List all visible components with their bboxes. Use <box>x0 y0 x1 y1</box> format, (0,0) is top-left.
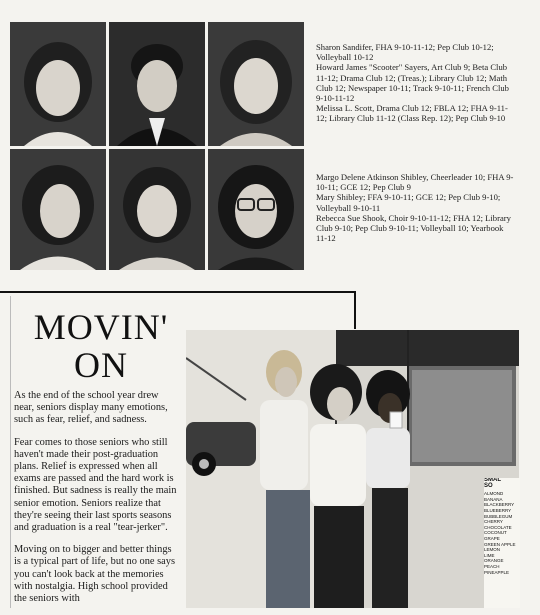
sign-flavor: LEMON <box>484 547 501 553</box>
headline-line2: ON <box>74 345 128 385</box>
caption-margo: Margo Delene Atkinson Shibley, Cheerleader 10; FHA 9-10-11; GCE 12; Pep Club 9 <box>316 172 514 193</box>
sign-flavor: COCONUT <box>484 530 507 536</box>
candid-photo-snow-cone-stand <box>186 330 519 608</box>
caption-melissa: Melissa L. Scott, Drama Club 12; FBLA 12; FHA 9-11-12; Library Club 11-12 (Class Rep. 12); Pep Club 9-10 <box>316 103 508 124</box>
portrait-sharon-sandifer <box>10 22 106 146</box>
caption-mary: Mary Shibley; FFA 9-10-11; GCE 12; Pep Club 9-10; Volleyball 9-10-11 <box>316 192 501 213</box>
portrait-howard-sayers <box>109 22 205 146</box>
sign-flavor: BANANA <box>484 496 503 502</box>
caption-sharon: Sharon Sandifer, FHA 9-10-11-12; Pep Club 10-12; Volleyball 10-12 <box>316 42 494 63</box>
sign-flavor: GRAPE <box>484 535 500 541</box>
article-paragraph: Fear comes to those seniors who still haven't made their post-graduation plans. Relief is expressed when all exams are passed and the hard work is finished. But sadness is really the main senior emotion. Seniors realize that they're seeing their last sports seasons and graduation is a real "tear-jerker". <box>14 436 177 534</box>
portrait-margo-shibley <box>10 149 106 270</box>
sign-flavor: ORANGE <box>484 558 504 564</box>
sign-flavor: PINEAPPLE <box>484 569 510 575</box>
flavor-menu-sign <box>484 478 520 608</box>
caption-bottom-row <box>316 172 516 243</box>
caption-rebecca: Rebecca Sue Shook, Choir 9-10-11-12; FHA 12; Library Club 9-10; Pep Club 9-10-11; Volleyball 10; Yearbook 11-12 <box>316 212 511 244</box>
frame-top-rule <box>0 291 356 293</box>
caption-howard: Howard James "Scooter" Sayers, Art Club 9; Beta Club 11-12; Drama Club 12; (Treas.); Library Club 12; Math Club 12; Newspaper 10-11; Track 9-10-11; French Club 9-10-11-12 <box>316 62 509 104</box>
portrait-mary-shibley <box>109 149 205 270</box>
sign-flavor: BLACKBERRY <box>484 502 515 508</box>
sign-header: SMAL <box>484 478 501 483</box>
article-paragraph: As the end of the school year drew near, seniors display many emotions, such as fear, relief, and sadness. <box>14 390 168 426</box>
sign-flavor: GREEN APPLE <box>484 541 516 547</box>
headline-line1: MOVIN' <box>33 307 169 347</box>
sign-flavor: CHOCOLATE <box>484 524 512 530</box>
article-paragraph: Moving on to bigger and better things is a typical part of life, but no one says you can't look back at the memories with nostalgia. High school provided the seniors with <box>14 544 176 605</box>
sign-flavor: LIME <box>484 552 495 558</box>
portrait-rebecca-shook <box>208 149 304 270</box>
frame-right-rule <box>354 291 356 329</box>
sign-flavor: BLUEBERRY <box>484 507 512 513</box>
sign-subheader: SO <box>484 482 493 489</box>
article-body <box>14 390 180 615</box>
portrait-melissa-scott <box>208 22 304 146</box>
sign-flavor: BUBBLEGUM <box>484 513 513 519</box>
frame-left-rule <box>10 296 11 608</box>
sign-flavor: CHERRY <box>484 519 503 525</box>
caption-top-row <box>316 42 516 124</box>
sign-flavor: PEACH <box>484 563 500 569</box>
sign-flavor: ALMOND <box>484 491 504 497</box>
